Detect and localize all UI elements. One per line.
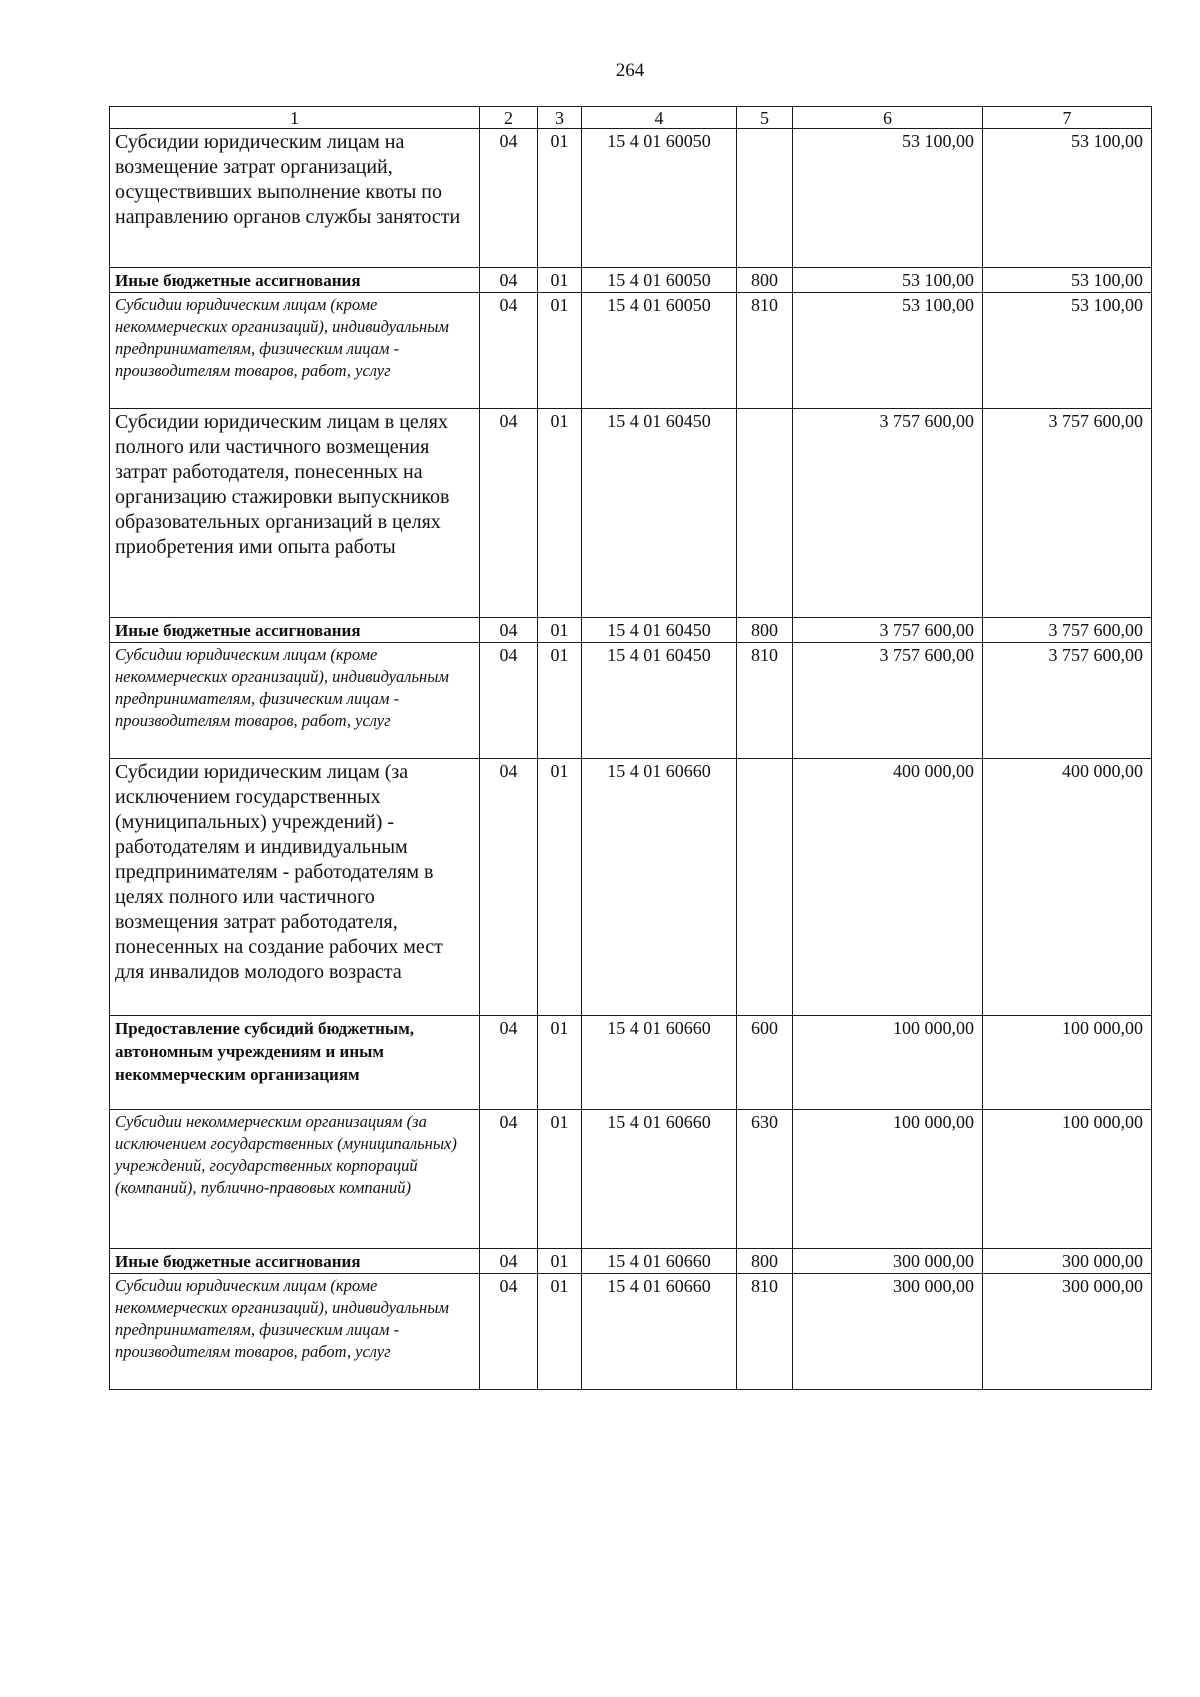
- table-header-row: [110, 107, 1152, 129]
- row-section: 04: [480, 409, 538, 618]
- header-cell: 4: [582, 107, 737, 129]
- row-target-code: 15 4 01 60050: [582, 293, 737, 409]
- row-subsection: 01: [538, 293, 582, 409]
- row-expense-type: 810: [737, 1274, 793, 1390]
- row-amount-2: 3 757 600,00: [983, 643, 1152, 759]
- table-row: [110, 618, 1152, 643]
- row-subsection: 01: [538, 643, 582, 759]
- table-row: [110, 129, 1152, 268]
- row-target-code: 15 4 01 60660: [582, 1249, 737, 1274]
- table-row: [110, 1016, 1152, 1110]
- row-amount-1: 100 000,00: [793, 1016, 983, 1110]
- row-amount-2: 53 100,00: [983, 293, 1152, 409]
- row-section: 04: [480, 1249, 538, 1274]
- row-section: 04: [480, 268, 538, 293]
- row-subsection: 01: [538, 268, 582, 293]
- header-cell: 7: [983, 107, 1152, 129]
- row-description: Субсидии юридическим лицам (кроме некоммерческих организаций), индивидуальным предпринимателям, физическим лицам - производителям товаров, работ, услуг: [110, 643, 480, 759]
- table-row: [110, 643, 1152, 759]
- row-expense-type: [737, 759, 793, 1016]
- row-subsection: 01: [538, 1249, 582, 1274]
- row-expense-type: 800: [737, 1249, 793, 1274]
- row-description: Субсидии юридическим лицам в целях полного или частичного возмещения затрат работодателя, понесенных на организацию стажировки выпускников образовательных организаций в целях приобретения ими опыта работы: [110, 409, 480, 618]
- row-expense-type: 800: [737, 618, 793, 643]
- row-target-code: 15 4 01 60050: [582, 268, 737, 293]
- row-section: 04: [480, 1110, 538, 1249]
- row-amount-2: 100 000,00: [983, 1016, 1152, 1110]
- row-description: Иные бюджетные ассигнования: [110, 1249, 480, 1274]
- row-expense-type: 800: [737, 268, 793, 293]
- table-row: [110, 293, 1152, 409]
- row-section: 04: [480, 643, 538, 759]
- row-amount-1: 3 757 600,00: [793, 643, 983, 759]
- row-amount-1: 400 000,00: [793, 759, 983, 1016]
- header-cell: 1: [110, 107, 480, 129]
- row-description: Предоставление субсидий бюджетным, автономным учреждениям и иным некоммерческим организациям: [110, 1016, 480, 1110]
- row-amount-2: 400 000,00: [983, 759, 1152, 1016]
- row-target-code: 15 4 01 60660: [582, 1274, 737, 1390]
- row-section: 04: [480, 293, 538, 409]
- row-subsection: 01: [538, 409, 582, 618]
- table-row: [110, 1249, 1152, 1274]
- page-number: 264: [615, 60, 645, 81]
- row-section: 04: [480, 129, 538, 268]
- row-amount-1: 53 100,00: [793, 293, 983, 409]
- row-amount-2: 53 100,00: [983, 268, 1152, 293]
- row-description: Субсидии юридическим лицам (кроме некоммерческих организаций), индивидуальным предпринимателям, физическим лицам - производителям товаров, работ, услуг: [110, 293, 480, 409]
- table-row: [110, 759, 1152, 1016]
- header-cell: 3: [538, 107, 582, 129]
- row-target-code: 15 4 01 60450: [582, 618, 737, 643]
- row-expense-type: 810: [737, 643, 793, 759]
- row-amount-2: 300 000,00: [983, 1249, 1152, 1274]
- row-section: 04: [480, 759, 538, 1016]
- row-amount-2: 3 757 600,00: [983, 409, 1152, 618]
- row-subsection: 01: [538, 759, 582, 1016]
- row-amount-1: 53 100,00: [793, 268, 983, 293]
- row-subsection: 01: [538, 1110, 582, 1249]
- row-description: Иные бюджетные ассигнования: [110, 268, 480, 293]
- row-subsection: 01: [538, 1016, 582, 1110]
- row-target-code: 15 4 01 60660: [582, 1016, 737, 1110]
- row-section: 04: [480, 1016, 538, 1110]
- row-target-code: 15 4 01 60050: [582, 129, 737, 268]
- row-description: Субсидии некоммерческим организациям (за исключением государственных (муниципальных) учреждений, государственных корпораций (компаний), публично-правовых компаний): [110, 1110, 480, 1249]
- row-amount-2: 3 757 600,00: [983, 618, 1152, 643]
- row-target-code: 15 4 01 60450: [582, 643, 737, 759]
- table-row: [110, 1274, 1152, 1390]
- row-target-code: 15 4 01 60450: [582, 409, 737, 618]
- row-expense-type: 630: [737, 1110, 793, 1249]
- row-amount-1: 300 000,00: [793, 1274, 983, 1390]
- row-section: 04: [480, 1274, 538, 1390]
- header-cell: 2: [480, 107, 538, 129]
- row-description: Субсидии юридическим лицам (за исключением государственных (муниципальных) учреждений) - работодателям и индивидуальным предпринимателям - работодателям в целях полного или частичного возмещения затрат работодателя, понесенных на создание рабочих мест для инвалидов молодого возраста: [110, 759, 480, 1016]
- row-amount-1: 3 757 600,00: [793, 618, 983, 643]
- table-row: [110, 268, 1152, 293]
- row-target-code: 15 4 01 60660: [582, 759, 737, 1016]
- row-expense-type: 600: [737, 1016, 793, 1110]
- row-section: 04: [480, 618, 538, 643]
- header-cell: 6: [793, 107, 983, 129]
- budget-table: [109, 106, 1152, 1390]
- row-amount-2: 300 000,00: [983, 1274, 1152, 1390]
- row-subsection: 01: [538, 129, 582, 268]
- row-target-code: 15 4 01 60660: [582, 1110, 737, 1249]
- row-amount-2: 53 100,00: [983, 129, 1152, 268]
- row-description: Иные бюджетные ассигнования: [110, 618, 480, 643]
- row-amount-1: 300 000,00: [793, 1249, 983, 1274]
- row-expense-type: 810: [737, 293, 793, 409]
- row-amount-2: 100 000,00: [983, 1110, 1152, 1249]
- row-description: Субсидии юридическим лицам (кроме некоммерческих организаций), индивидуальным предпринимателям, физическим лицам - производителям товаров, работ, услуг: [110, 1274, 480, 1390]
- row-amount-1: 100 000,00: [793, 1110, 983, 1249]
- row-subsection: 01: [538, 1274, 582, 1390]
- row-description: Субсидии юридическим лицам на возмещение затрат организаций, осуществивших выполнение квоты по направлению органов службы занятости: [110, 129, 480, 268]
- row-expense-type: [737, 409, 793, 618]
- header-cell: 5: [737, 107, 793, 129]
- row-amount-1: 3 757 600,00: [793, 409, 983, 618]
- row-amount-1: 53 100,00: [793, 129, 983, 268]
- row-subsection: 01: [538, 618, 582, 643]
- table-row: [110, 409, 1152, 618]
- row-expense-type: [737, 129, 793, 268]
- table-row: [110, 1110, 1152, 1249]
